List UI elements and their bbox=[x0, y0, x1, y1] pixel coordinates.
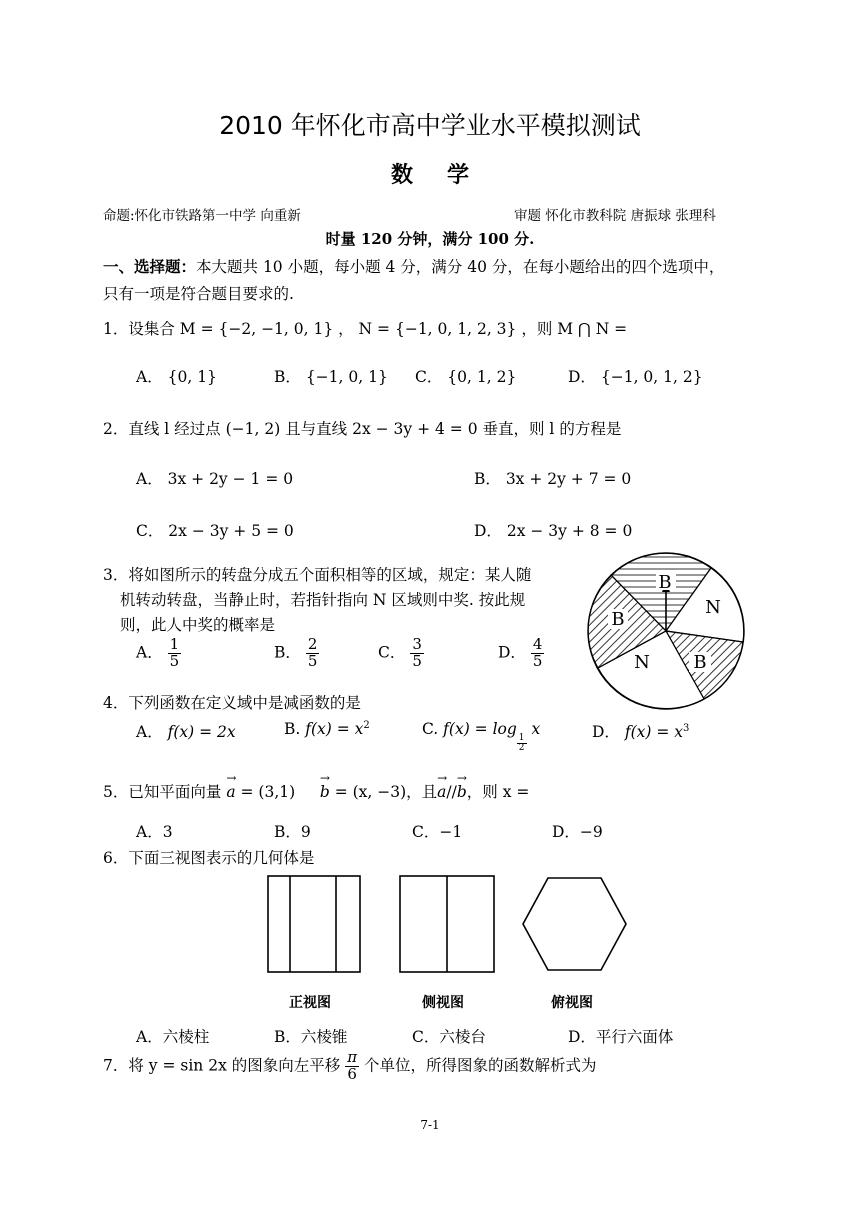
q4-option-a bbox=[136, 720, 236, 742]
q4-b-letter: B. bbox=[284, 720, 301, 739]
q3-c-fraction bbox=[410, 637, 424, 670]
q5-option-d: D．−9 bbox=[552, 823, 603, 841]
q4-d-exp: 3 bbox=[683, 722, 690, 734]
q7-stem bbox=[103, 1050, 597, 1083]
q7-stem-end: 个单位，所得图象的函数解析式为 bbox=[363, 1056, 597, 1075]
q3-b-fraction bbox=[306, 637, 320, 670]
q3-option-c bbox=[378, 637, 424, 670]
q1-stem: 1．设集合 M = {−2, −1, 0, 1} ， N = {−1, 0, 1, 2, 3} ，则 M ⋂ N = bbox=[103, 320, 628, 338]
q3-b-num: 2 bbox=[307, 635, 318, 653]
q4-d-expr: f(x) = x bbox=[624, 723, 684, 741]
q1-option-b: B． {−1, 0, 1} bbox=[274, 368, 388, 386]
q5-stem bbox=[103, 771, 530, 802]
q4-c-base bbox=[517, 734, 527, 754]
q5-option-a: A．3 bbox=[136, 823, 173, 841]
q2-option-a: A． 3x + 2y − 1 = 0 bbox=[136, 470, 294, 488]
q5-option-b: B．9 bbox=[274, 823, 311, 841]
q2-option-c: C． 2x − 3y + 5 = 0 bbox=[136, 522, 294, 540]
q3-a-num: 1 bbox=[169, 635, 180, 653]
q4-c-var: x bbox=[531, 720, 541, 738]
q2-option-b: B． 3x + 2y + 7 = 0 bbox=[474, 470, 632, 488]
q4-b-exp: 2 bbox=[363, 720, 370, 731]
q2-option-d: D． 2x − 3y + 8 = 0 bbox=[474, 522, 633, 540]
q1-option-c: C． {0, 1, 2} bbox=[415, 368, 517, 386]
q5-vector-a2-name: a bbox=[437, 783, 447, 801]
spinner-figure bbox=[586, 548, 752, 714]
q5-parallel: // bbox=[446, 783, 457, 801]
instructions-line2: 只有一项是符合题目要求的. bbox=[103, 285, 294, 303]
q3-a-den: 5 bbox=[169, 651, 180, 670]
q4-option-c bbox=[422, 720, 540, 753]
front-view-outline bbox=[268, 876, 360, 972]
subject-title: 数学 bbox=[390, 162, 503, 188]
q5-eq-a: = (3,1) bbox=[240, 783, 296, 801]
q3-a-letter: A． bbox=[136, 643, 163, 662]
spinner-label-b-top: B bbox=[658, 572, 672, 593]
timing-line: 时量 120 分钟，满分 100 分. bbox=[325, 230, 535, 248]
q3-a-fraction bbox=[168, 637, 182, 670]
q3-c-den: 5 bbox=[412, 651, 422, 670]
q6-option-c: C．六棱台 bbox=[412, 1028, 486, 1046]
q4-c-expr: f(x) = log bbox=[443, 720, 517, 738]
q4-option-d bbox=[592, 720, 689, 742]
top-view-hexagon bbox=[523, 878, 626, 970]
q6-option-b: B．六棱锥 bbox=[274, 1028, 348, 1046]
q5-vector-b2: → b bbox=[456, 771, 467, 801]
q5-vector-b: → b bbox=[319, 771, 330, 801]
q6-option-a: A．六棱柱 bbox=[136, 1028, 210, 1046]
q3-option-b bbox=[274, 637, 319, 670]
q3-b-den: 5 bbox=[307, 651, 318, 670]
q3-b-letter: B． bbox=[274, 643, 301, 662]
instructions-line1: 本大题共 10 小题，每小题 4 分，满分 40 分，在每小题给出的四个选项中， bbox=[196, 258, 725, 276]
q6-option-d: D．平行六面体 bbox=[568, 1028, 674, 1046]
q4-d-letter: D． bbox=[592, 723, 620, 741]
q5-option-c: C．−1 bbox=[412, 823, 463, 841]
q1-option-a: A． {0, 1} bbox=[136, 368, 217, 386]
section-instructions bbox=[103, 255, 724, 277]
side-view-label: 侧视图 bbox=[422, 995, 464, 1011]
q5-eq-b: = (x, −3) bbox=[334, 783, 407, 801]
q4-stem: 4．下列函数在定义域中是减函数的是 bbox=[103, 694, 361, 712]
spinner-label-b-left: B bbox=[611, 609, 625, 630]
q3-d-fraction bbox=[531, 637, 545, 670]
exam-title: 2010 年怀化市高中学业水平模拟测试 bbox=[219, 111, 641, 140]
q3-c-num: 3 bbox=[412, 635, 422, 653]
q5-vector-b-name: b bbox=[319, 783, 330, 801]
q5-vector-b2-name: b bbox=[456, 783, 467, 801]
q3-option-a bbox=[136, 637, 181, 670]
q1-option-d: D． {−1, 0, 1, 2} bbox=[568, 368, 703, 386]
q7-frac-num: π bbox=[347, 1048, 358, 1066]
q3-c-letter: C． bbox=[378, 643, 406, 662]
q5-end: ，则 x = bbox=[466, 783, 530, 801]
q5-vector-a: → a bbox=[226, 771, 237, 801]
q5-stem-start: 5．已知平面向量 bbox=[103, 783, 222, 801]
author-line: 命题:怀化市铁路第一中学 向重新 bbox=[103, 208, 301, 224]
q5-vector-a-name: a bbox=[226, 783, 236, 801]
q5-vector-a2: → a bbox=[437, 771, 448, 801]
section-heading: 一、选择题： bbox=[103, 257, 197, 276]
q7-stem-start: 7．将 y = sin 2x 的图象向左平移 bbox=[103, 1056, 341, 1075]
q4-option-b bbox=[284, 720, 370, 738]
q4-c-base-num: 1 bbox=[518, 732, 525, 743]
q4-a-letter: A． bbox=[136, 723, 163, 741]
q2-stem: 2．直线 l 经过点 (−1, 2) 且与直线 2x − 3y + 4 = 0 垂直，则 l 的方程是 bbox=[103, 420, 622, 438]
q3-option-d bbox=[498, 637, 544, 670]
q5-mid: ，且 bbox=[406, 783, 438, 801]
top-view-label: 俯视图 bbox=[551, 995, 593, 1011]
q7-fraction bbox=[345, 1050, 359, 1083]
q4-c-base-den: 2 bbox=[518, 743, 525, 753]
q3-line2: 机转动转盘，当静止时，若指针指向 N 区域则中奖. 按此规 bbox=[120, 591, 526, 609]
q3-d-den: 5 bbox=[532, 651, 543, 670]
q7-frac-den: 6 bbox=[347, 1064, 357, 1083]
front-view-label: 正视图 bbox=[289, 995, 331, 1011]
spinner-label-n-right: N bbox=[705, 597, 721, 618]
q4-b-expr: f(x) = x bbox=[305, 720, 364, 739]
q4-a-expr: f(x) = 2x bbox=[167, 723, 236, 741]
page-number: 7-1 bbox=[420, 1118, 440, 1132]
q6-stem: 6．下面三视图表示的几何体是 bbox=[103, 849, 315, 867]
three-views-figure bbox=[262, 872, 642, 976]
q3-line1: 3．将如图所示的转盘分成五个面积相等的区域，规定：某人随 bbox=[103, 566, 532, 584]
q3-d-num: 4 bbox=[532, 635, 543, 653]
q3-d-letter: D． bbox=[498, 643, 526, 662]
reviewer-line: 审题 怀化市教科院 唐振球 张理科 bbox=[514, 208, 716, 224]
q4-c-letter: C. bbox=[422, 720, 439, 738]
q3-line3: 则，此人中奖的概率是 bbox=[120, 616, 276, 634]
spinner-label-n-bottom: N bbox=[634, 652, 650, 673]
spinner-label-b-bottom: B bbox=[693, 652, 707, 673]
